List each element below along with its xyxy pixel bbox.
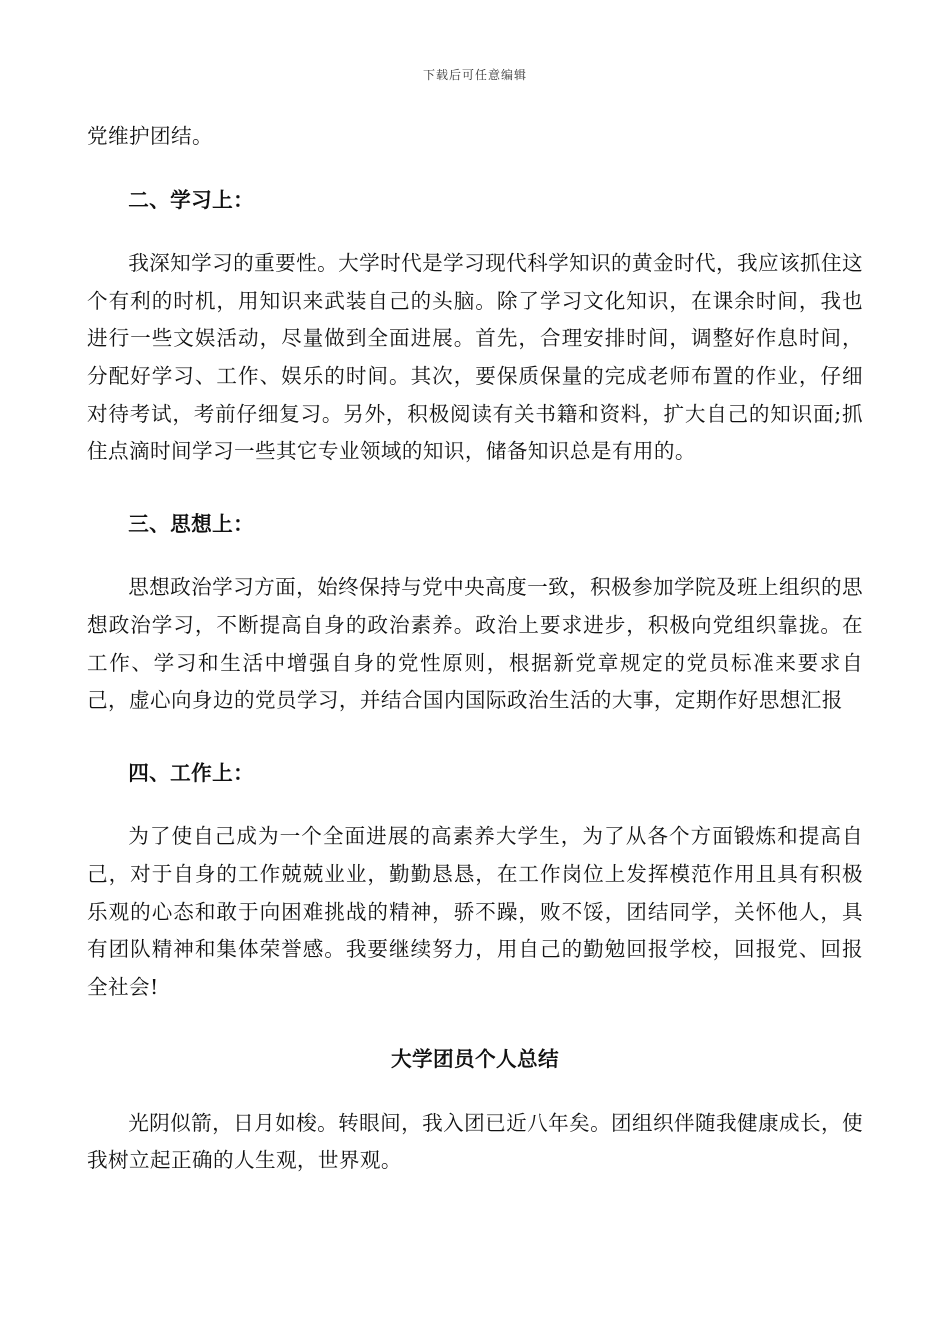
paragraph-study: 我深知学习的重要性。大学时代是学习现代科学知识的黄金时代，我应该抓住这个有利的时机，用知识来武装自己的头脑。除了学习文化知识，在课余时间，我也进行一些文娱活动，尽量做到全面进展。首先，合理安排时间，调整好作息时间，分配好学习、工作、娱乐的时间。其次，要保质保量的完成老师布置的作业，仔细对待考试，考前仔细复习。另外，积极阅读有关书籍和资料，扩大自己的知识面;抓住点滴时间学习一些其它专业领域的知识，储备知识总是有用的。 xyxy=(87,251,863,464)
heading-thought: 三、思想上： xyxy=(128,511,255,536)
paragraph-intro-tail: 党维护团结。 xyxy=(87,124,213,148)
paragraph-work: 为了使自己成为一个全面进展的高素养大学生，为了从各个方面锻炼和提高自己，对于自身的工作兢兢业业，勤勤恳恳，在工作岗位上发挥模范作用且具有积极乐观的心态和敢于向困难挑战的精神，骄不躁，败不馁，团结同学，关怀他人，具有团队精神和集体荣誉感。我要继续努力，用自己的勤勉回报学校，回报党、回报全社会! xyxy=(87,824,863,999)
paragraph-article-intro: 光阴似箭，日月如梭。转眼间，我入团已近八年矣。团组织伴随我健康成长，使我树立起正确的人生观，世界观。 xyxy=(87,1110,863,1173)
paragraph-thought: 思想政治学习方面，始终保持与党中央高度一致，积极参加学院及班上组织的思想政治学习，不断提高自身的政治素养。政治上要求进步，积极向党组织靠拢。在工作、学习和生活中增强自身的党性原则，根据新党章规定的党员标准来要求自己，虚心向身边的党员学习，并结合国内国际政治生活的大事，定期作好思想汇报 xyxy=(87,575,863,713)
heading-work: 四、工作上： xyxy=(128,760,255,785)
heading-study: 二、学习上： xyxy=(128,187,255,212)
page-header: 下载后可任意编辑 xyxy=(422,68,527,82)
document-body xyxy=(87,118,863,1180)
article-title: 大学团员个人总结 xyxy=(391,1047,559,1072)
